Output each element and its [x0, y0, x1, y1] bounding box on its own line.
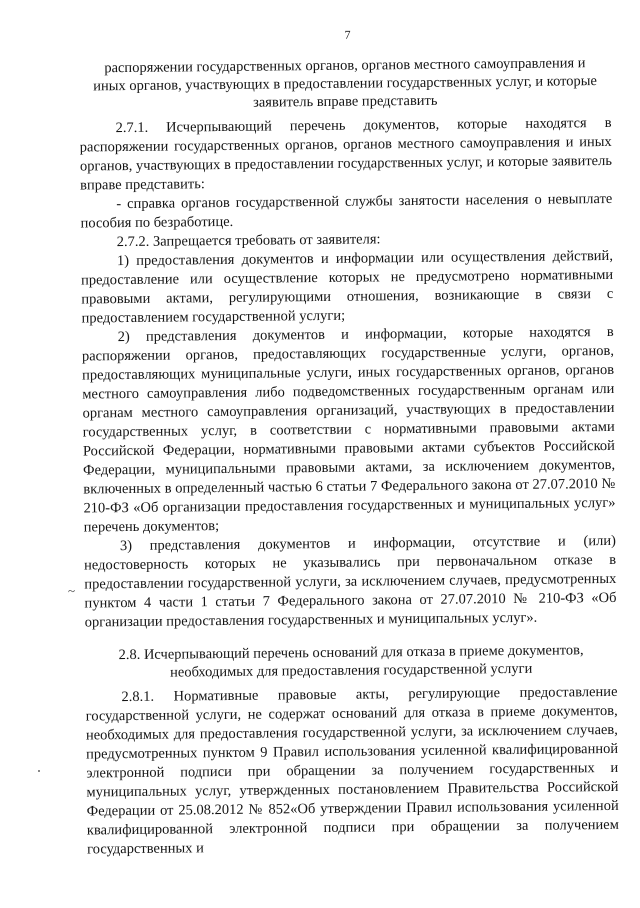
page-number: 7: [344, 27, 351, 42]
list-item-unemployment-certificate: - справка органов государственной службы занятости населения о невыплате пособия по безработице.: [80, 190, 613, 232]
paragraph-2-7-1: 2.7.1. Исчерпывающий перечень документов, которые находятся в распоряжении государственных органов, органов местного самоуправления и иных органов, участвующих в предоставлении государственных услуг, и которые заявитель вправе представить:: [79, 114, 612, 194]
list-item-2: 2) представления документов и информации, которые находятся в распоряжении органов, предоставляющих государственные услуги, органов, предоставляющих муниципальные услуги, иных государственных органов, органов местного самоуправления либо подведомственных государственным органам или органам местного самоуправления организаций, участвующих в предоставлении государственных услуг, в соответствии с нормативными правовыми актами Российской Федерации, нормативными правовыми актами субъектов Российской Федерации, муниципальными правовыми актами, за исключением документов, включенных в определенный частью 6 статьи 7 Федерального закона от 27.07.2010 № 210-ФЗ «Об организации предоставления государственных и муниципальных услуг» перечень документов;: [81, 323, 616, 536]
paragraph-2-8-1: 2.8.1. Нормативные правовые акты, регулирующие предоставление государственной услуги, не содержат оснований для отказа в приеме документов, необходимых для предоставления государственной услуги, за исключением случаев, предусмотренных пунктом 9 Правил использования усиленной квалифицированной электронной подписи при обращении за получением государственных и муниципальных услуг, утвержденных постановлением Правительства Российской Федерации от 25.08.2012 № 852«Об утверждении Правил использования усиленной квалифицированной электронной подписи при обращении за получением государственных и: [85, 683, 619, 858]
paragraph-2-7-2: 2.7.2. Запрещается требовать от заявителя:: [116, 231, 381, 251]
margin-speck: [38, 770, 40, 772]
list-item-3: 3) представления документов и информации, отсутствие и (или) недостоверность которых не указывались при первоначальном отказе в предоставлении государственной услуги, за исключением случаев, предусмотренных пунктом 4 части 1 статьи 7 Федерального закона от 27.07.2010 № 210-ФЗ «Об организации предоставления государственных и муниципальных услуг».: [84, 532, 617, 631]
list-item-1: 1) предоставления документов и информации или осуществления действий, предоставление или осуществление которых не предусмотрено нормативными правовыми актами, регулирующими отношения, возникающие в связи с предоставлением государственной услуги;: [81, 247, 614, 327]
section-heading-2-8: 2.8. Исчерпывающий перечень оснований для отказа в приеме документов, необходимых для предоставления государственной услуги: [118, 642, 584, 681]
section-heading-2-7-continued: распоряжении государственных органов, органов местного самоуправления и иных органов, участвующих в предоставлении государственных услуг, и которые заявитель вправе представить: [93, 55, 598, 111]
margin-handwritten-mark: ~: [68, 583, 76, 598]
